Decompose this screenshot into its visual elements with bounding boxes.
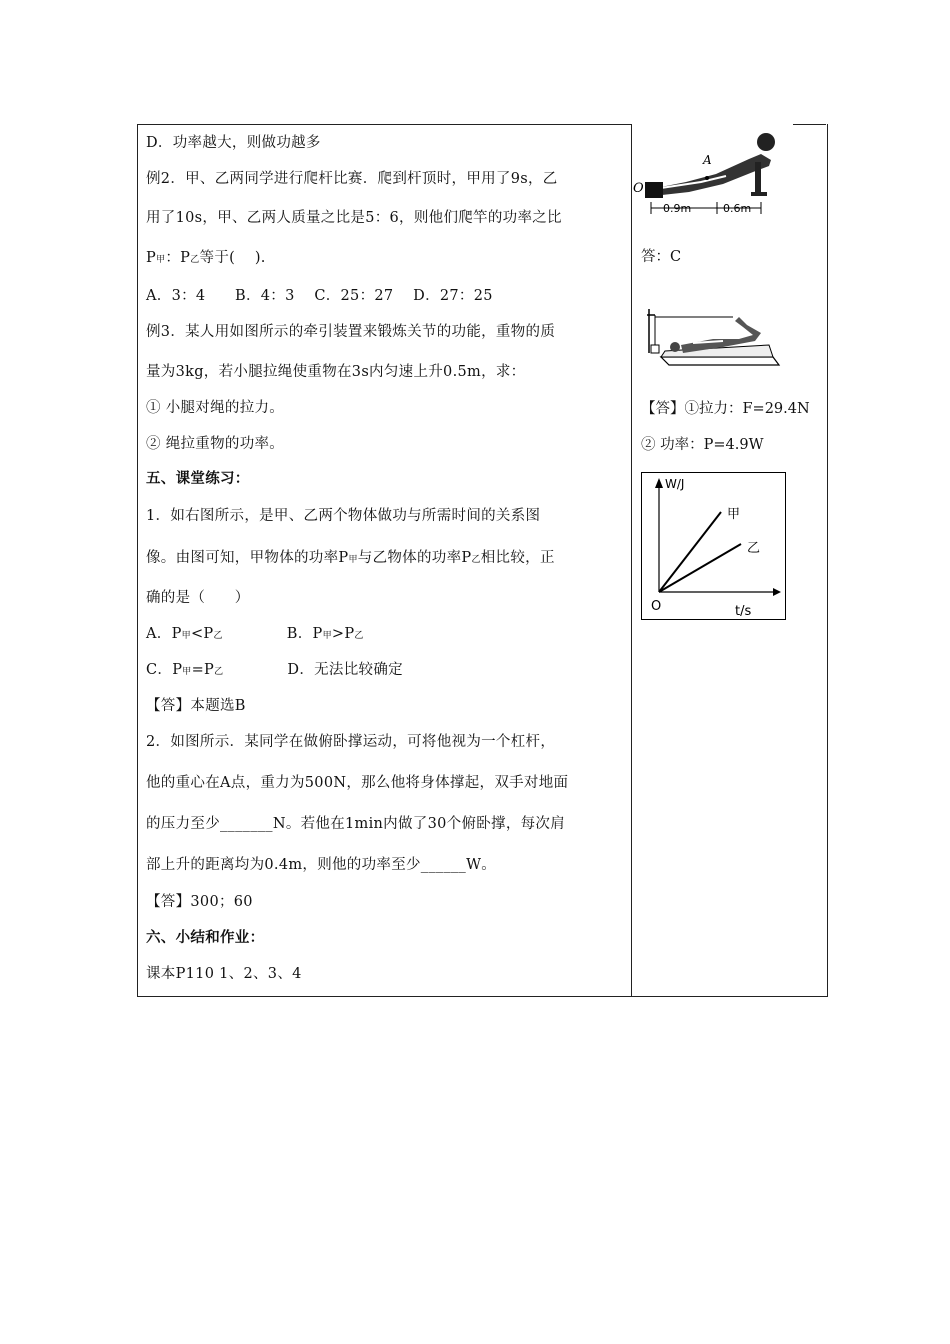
exercise1-line3: 确的是（ ） (146, 590, 250, 606)
person-head (670, 342, 680, 352)
bench-shape (661, 357, 779, 365)
exercise2-line3: 的压力至少_______N。若他在1min内做了30个俯卧撑，每次肩 (146, 816, 566, 832)
graph-border (642, 473, 786, 620)
label-a: A (703, 153, 712, 167)
arm-shape (755, 162, 761, 195)
feet-shape (645, 182, 663, 198)
exercise2-answer: 【答】300；60 (146, 894, 253, 910)
example2-options: A．3：4 B．4：3 C．25：27 D．27：25 (146, 288, 493, 304)
series-jia-label: 甲 (727, 507, 741, 522)
exercise1-line1: 1．如右图所示，是甲、乙两个物体做功与所需时间的关系图 (146, 508, 541, 524)
x-axis-label: t/s (735, 604, 752, 619)
answer-example2: 答：C (641, 249, 682, 265)
answer-example3-force: 【答】①拉力：F=29.4N (641, 401, 810, 417)
label-o: O (633, 181, 644, 196)
example3-q1: ① 小腿对绳的拉力。 (146, 400, 285, 416)
section-five-heading: 五、课堂练习： (146, 470, 250, 487)
exercise2-line4: 部上升的距离均为0.4m，则他的功率至少______W。 (146, 857, 497, 873)
example2-line2: 用了10s，甲、乙两人质量之比是5：6，则他们爬竿的功率之比 (146, 210, 562, 226)
y-axis-label: W/J (665, 477, 685, 491)
homework-line: 课本P110 1、2、3、4 (146, 966, 302, 982)
exercise1-options-ab: A．P甲<P乙 B．P甲>P乙 (146, 626, 364, 642)
example3-line1: 例3．某人用如图所示的牵引装置来锻炼关节的功能，重物的质 (146, 324, 556, 340)
dist-label-1: 0.9m (663, 202, 692, 215)
section-six-heading: 六、小结和作业： (146, 929, 265, 946)
head-shape (757, 133, 775, 151)
option-d-line: D．功率越大，则做功越多 (146, 135, 321, 151)
weight-shape (651, 345, 659, 353)
example2-line1: 例2．甲、乙两同学进行爬杆比赛．爬到杆顶时，甲用了9s，乙 (146, 171, 558, 187)
dist-label-2: 0.6m (723, 202, 752, 215)
example2-line3: P甲：P乙等于( ). (146, 250, 266, 266)
leg-exercise-figure (643, 305, 781, 369)
answer-example3-power: ② 功率：P=4.9W (641, 437, 764, 453)
work-time-graph (641, 472, 786, 620)
column-divider (631, 124, 632, 997)
series-yi-label: 乙 (747, 541, 761, 556)
exercise1-answer: 【答】本题选B (146, 698, 246, 714)
exercise1-line2: 像。由图可知，甲物体的功率P甲与乙物体的功率P乙相比较，正 (146, 550, 555, 566)
origin-label: O (651, 599, 662, 614)
exercise2-line2: 他的重心在A点，重力为500N，那么他将身体撑起，双手对地面 (146, 775, 569, 791)
pushup-figure (631, 126, 791, 222)
exercise1-options-cd: C．P甲=P乙 D．无法比较确定 (146, 662, 403, 678)
exercise2-line1: 2．如图所示．某同学在做俯卧撑运动，可将他视为一个杠杆， (146, 734, 556, 750)
example3-q2: ② 绳拉重物的功率。 (146, 436, 285, 452)
example3-line2: 量为3kg，若小腿拉绳使重物在3s内匀速上升0.5m，求： (146, 364, 526, 380)
